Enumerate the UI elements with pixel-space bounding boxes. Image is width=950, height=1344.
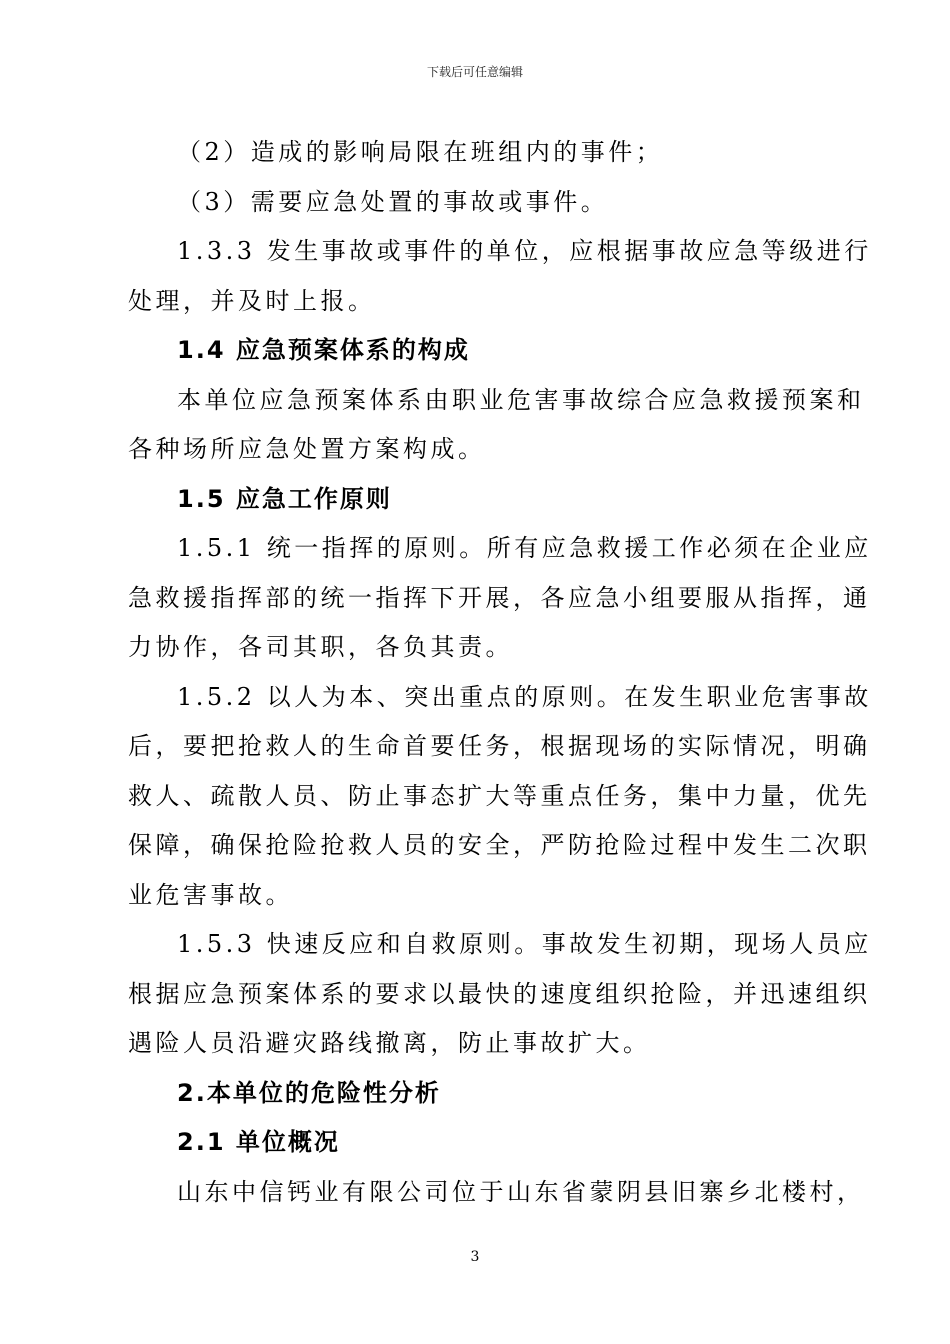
paragraph-2-1: 山东中信钙业有限公司位于山东省蒙阴县旧寨乡北楼村， — [177, 1177, 865, 1206]
paragraph-1-5-2-end: 业危害事故。 — [128, 880, 293, 909]
paragraph-1-5-2-line-2: 后，要把抢救人的生命首要任务，根据现场的实际情况，明确 — [128, 732, 871, 760]
paragraph-1-5-2-line-4: 保障，确保抢险抢救人员的安全，严防抢险过程中发生二次职 — [128, 831, 871, 859]
paragraph-1-3-3-continued: 处理，并及时上报。 — [128, 286, 376, 315]
page-number: 3 — [470, 1249, 480, 1265]
paragraph-1-4-continued: 各种场所应急处置方案构成。 — [128, 435, 486, 463]
paragraph-1-4: 本单位应急预案体系由职业危害事故综合应急救援预案和 — [177, 385, 865, 414]
paragraph-1-5-2: 1.5.2 以人为本、突出重点的原则。在发生职业危害事故 — [177, 682, 872, 711]
section-heading-2: 2.本单位的危险性分析 — [177, 1078, 441, 1107]
paragraph-1-5-1-continued: 急救援指挥部的统一指挥下开展，各应急小组要服从指挥，通 — [128, 583, 871, 612]
paragraph-1-3-3: 1.3.3 发生事故或事件的单位，应根据事故应急等级进行 — [177, 237, 872, 265]
section-heading-1-4: 1.4 应急预案体系的构成 — [177, 336, 470, 364]
section-heading-2-1: 2.1 单位概况 — [177, 1128, 340, 1156]
paragraph-1-5-3-line-2: 根据应急预案体系的要求以最快的速度组织抢险，并迅速组织 — [128, 979, 871, 1008]
paragraph-1-5-2-line-3: 救人、疏散人员、防止事态扩大等重点任务，集中力量，优先 — [128, 781, 871, 810]
paragraph-1-5-1: 1.5.1 统一指挥的原则。所有应急救援工作必须在企业应 — [177, 534, 872, 562]
document-body — [128, 128, 872, 1217]
list-item-3: （3）需要应急处置的事故或事件。 — [177, 187, 609, 216]
section-heading-1-5: 1.5 应急工作原则 — [177, 484, 392, 513]
paragraph-1-5-1-end: 力协作，各司其职，各负其责。 — [128, 633, 513, 661]
paragraph-1-5-3: 1.5.3 快速反应和自救原则。事故发生初期，现场人员应 — [177, 930, 872, 958]
list-item-2: （2）造成的影响局限在班组内的事件； — [177, 138, 664, 166]
paragraph-1-5-3-end: 遇险人员沿避灾路线撤离，防止事故扩大。 — [128, 1029, 651, 1057]
page-header: 下载后可任意编辑 — [426, 65, 523, 79]
